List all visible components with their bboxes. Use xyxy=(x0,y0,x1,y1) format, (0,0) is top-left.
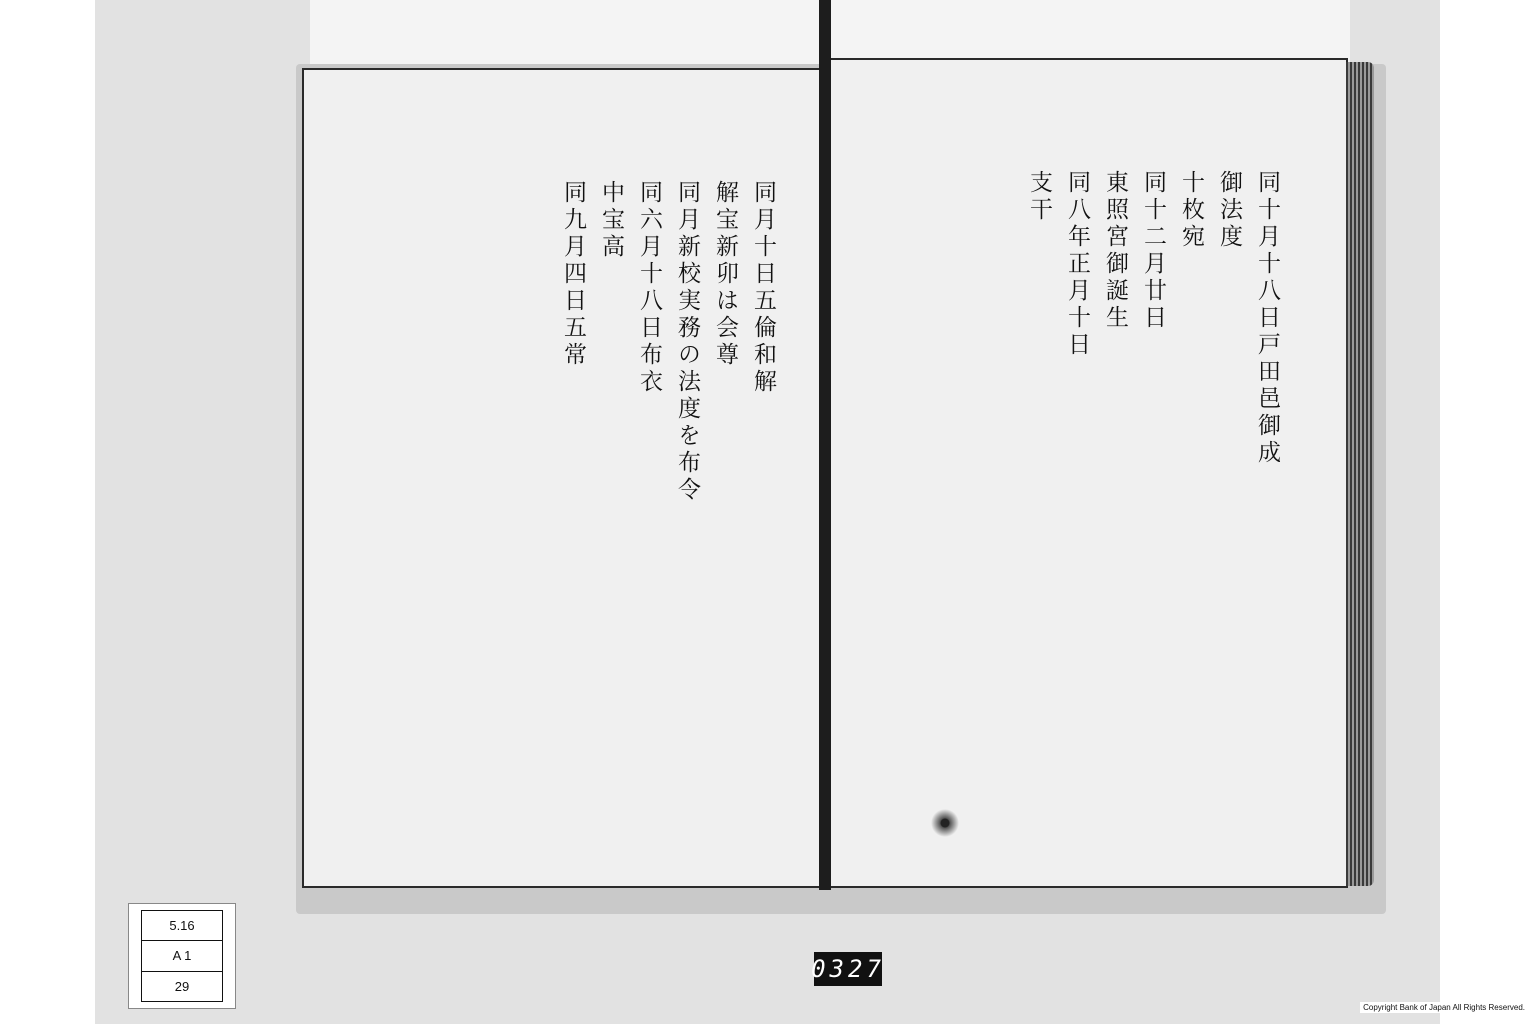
right-column-1: 同十月十八日戸田邑御成 xyxy=(1254,170,1280,467)
right-column-3: 十枚宛 xyxy=(1178,170,1204,251)
copyright-notice: Copyright Bank of Japan All Rights Reserved. xyxy=(1360,1002,1528,1013)
right-column-2: 御法度 xyxy=(1216,170,1242,251)
left-page xyxy=(302,68,822,888)
frame-number: 0327 xyxy=(814,952,882,986)
catalog-row-2: A 1 xyxy=(142,941,222,971)
right-page-text xyxy=(1020,170,1286,870)
left-column-6: 同九月四日五常 xyxy=(560,180,586,369)
catalog-row-3: 29 xyxy=(174,978,190,994)
page-edges xyxy=(1346,62,1374,886)
right-column-7: 支干 xyxy=(1026,170,1052,224)
left-column-2: 解宝新卯は会尊 xyxy=(712,180,738,369)
right-page xyxy=(828,58,1348,888)
ink-blot xyxy=(930,808,960,838)
right-column-6: 同八年正月十日 xyxy=(1064,170,1090,359)
left-column-1: 同月十日五倫和解 xyxy=(750,180,776,396)
catalog-row-1: 5.16 xyxy=(142,911,222,941)
left-column-5: 中宝高 xyxy=(598,180,624,261)
left-page-text xyxy=(554,180,782,870)
catalog-table xyxy=(141,910,223,1002)
left-column-4: 同六月十八日布衣 xyxy=(636,180,662,396)
catalog-label xyxy=(128,903,236,1009)
right-column-5: 東照宮御誕生 xyxy=(1102,170,1128,332)
gutter-bar xyxy=(819,0,831,890)
right-column-4: 同十二月廿日 xyxy=(1140,170,1166,332)
left-column-3: 同月新校実務の法度を布令 xyxy=(674,180,700,504)
